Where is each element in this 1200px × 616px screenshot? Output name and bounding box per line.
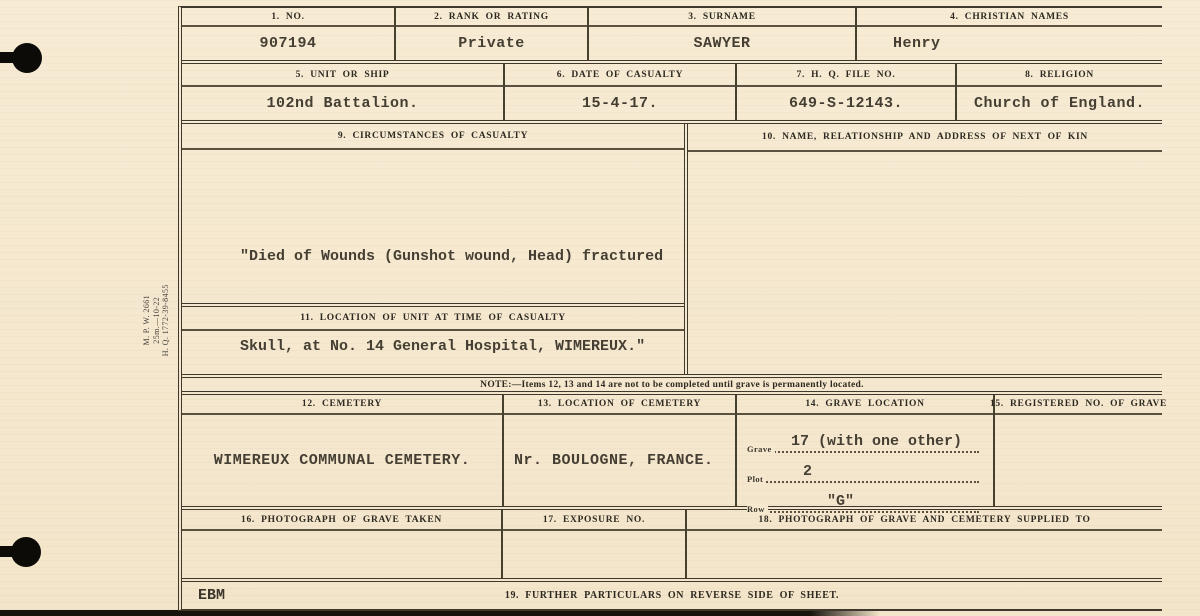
field-photo-taken-label: 16. PHOTOGRAPH OF GRAVE TAKEN (182, 510, 501, 531)
field-unit-label: 5. UNIT OR SHIP (182, 64, 503, 87)
field-photo-supplied-value (687, 531, 1162, 578)
field-unit-location-label: 11. LOCATION OF UNIT AT TIME OF CASUALTY (182, 307, 684, 331)
field-date-of-casualty (503, 64, 735, 120)
row-row (747, 483, 979, 513)
field-religion-label: 8. RELIGION (957, 64, 1162, 87)
field-next-of-kin-label: 10. NAME, RELATIONSHIP AND ADDRESS OF NEXT OF KIN (688, 124, 1162, 152)
field-christian-names (855, 8, 1162, 60)
field-registered-no-value (995, 415, 1162, 506)
field-date-of-casualty-value: 15-4-17. (581, 95, 658, 112)
field-surname-label: 3. SURNAME (589, 8, 855, 27)
grave-row-value: 17 (with one other) (791, 433, 963, 450)
row-items-9-11 (182, 124, 1162, 378)
field-rank-value: Private (458, 35, 525, 52)
grave-row-label: Grave (747, 444, 775, 454)
field-exposure-no-value (503, 531, 685, 578)
field-no-value: 907194 (259, 35, 317, 52)
field-rank-label: 2. RANK OR RATING (396, 8, 587, 27)
field-unit-location-value (182, 331, 684, 374)
field-christian-names-value: Henry (893, 35, 941, 52)
field-religion (955, 64, 1162, 120)
circumstances-line-1: "Died of Wounds (Gunshot wound, Head) fractured (240, 248, 664, 265)
field-next-of-kin (684, 124, 1162, 374)
plot-row (747, 453, 979, 483)
burial-register-form (178, 6, 1168, 611)
field-hq-file-no (735, 64, 955, 120)
print-code-line: 25m.—10-22 (151, 296, 161, 344)
field-next-of-kin-value (688, 152, 1162, 374)
field-hq-file-no-label: 7. H. Q. FILE NO. (737, 64, 955, 87)
field-exposure-no-label: 17. EXPOSURE NO. (503, 510, 685, 531)
field-unit-location (182, 307, 684, 374)
field-registered-no (989, 395, 1168, 506)
field-surname (587, 8, 855, 60)
field-hq-file-no-value: 649-S-12143. (788, 95, 904, 112)
field-unit (182, 64, 503, 120)
field-photo-supplied (685, 510, 1162, 578)
field-circumstances-label: 9. CIRCUMSTANCES OF CASUALTY (182, 124, 684, 150)
binder-hole-bottom (11, 537, 41, 567)
field-cemetery-location-value: Nr. BOULOGNE, FRANCE. (514, 452, 714, 469)
field-unit-value: 102nd Battalion. (266, 95, 419, 112)
grave-location-entries (737, 415, 993, 519)
row-items-5-8 (182, 64, 1162, 124)
field-photo-taken (182, 510, 501, 578)
footer-strip (182, 582, 1162, 609)
grave-row (747, 423, 979, 453)
row-items-1-4 (182, 8, 1162, 64)
row-row-value: "G" (827, 493, 855, 510)
left-pane (182, 124, 684, 374)
field-christian-names-label: 4. CHRISTIAN NAMES (857, 8, 1162, 27)
field-surname-value: SAWYER (693, 35, 751, 52)
plot-row-value: 2 (803, 463, 813, 480)
field-cemetery-label: 12. CEMETERY (182, 395, 502, 415)
field-photo-taken-value (182, 531, 501, 578)
field-date-of-casualty-label: 6. DATE OF CASUALTY (505, 64, 735, 87)
field-no-label: 1. NO. (182, 8, 394, 27)
field-cemetery-location (502, 395, 735, 506)
field-rank (394, 8, 587, 60)
field-exposure-no (501, 510, 685, 578)
field-grave-location (735, 395, 993, 514)
binder-hole-top (12, 43, 42, 73)
row-row-label: Row (747, 504, 768, 514)
field-photo-supplied-label: 18. PHOTOGRAPH OF GRAVE AND CEMETERY SUPPLIED TO (687, 510, 1162, 531)
field-cemetery-value: WIMEREUX COMMUNAL CEMETERY. (213, 452, 471, 469)
print-code-line: M. P. W. 2661 (141, 294, 151, 346)
plot-row-label: Plot (747, 474, 766, 484)
ebm-stamp: EBM (198, 587, 226, 604)
circumstances-line-2: Skull, at No. 14 General Hospital, WIMEREUX." (240, 338, 646, 355)
field-registered-no-label: 15. REGISTERED NO. OF GRAVE (995, 395, 1162, 415)
row-items-12-15 (182, 395, 1168, 514)
note-text: NOTE:—Items 12, 13 and 14 are not to be completed until grave is permanently located. (480, 379, 864, 390)
form-print-code (142, 264, 171, 376)
field-cemetery-location-label: 13. LOCATION OF CEMETERY (504, 395, 735, 415)
field-grave-location-label: 14. GRAVE LOCATION (737, 395, 993, 415)
field-no (182, 8, 394, 60)
row-items-16-18 (182, 510, 1162, 582)
field-religion-value: Church of England. (973, 95, 1146, 112)
further-particulars-text: 19. FURTHER PARTICULARS ON REVERSE SIDE OF SHEET. (504, 590, 840, 601)
field-cemetery (182, 395, 502, 506)
print-code-line: H. Q. 1772-39-8455 (160, 284, 170, 357)
